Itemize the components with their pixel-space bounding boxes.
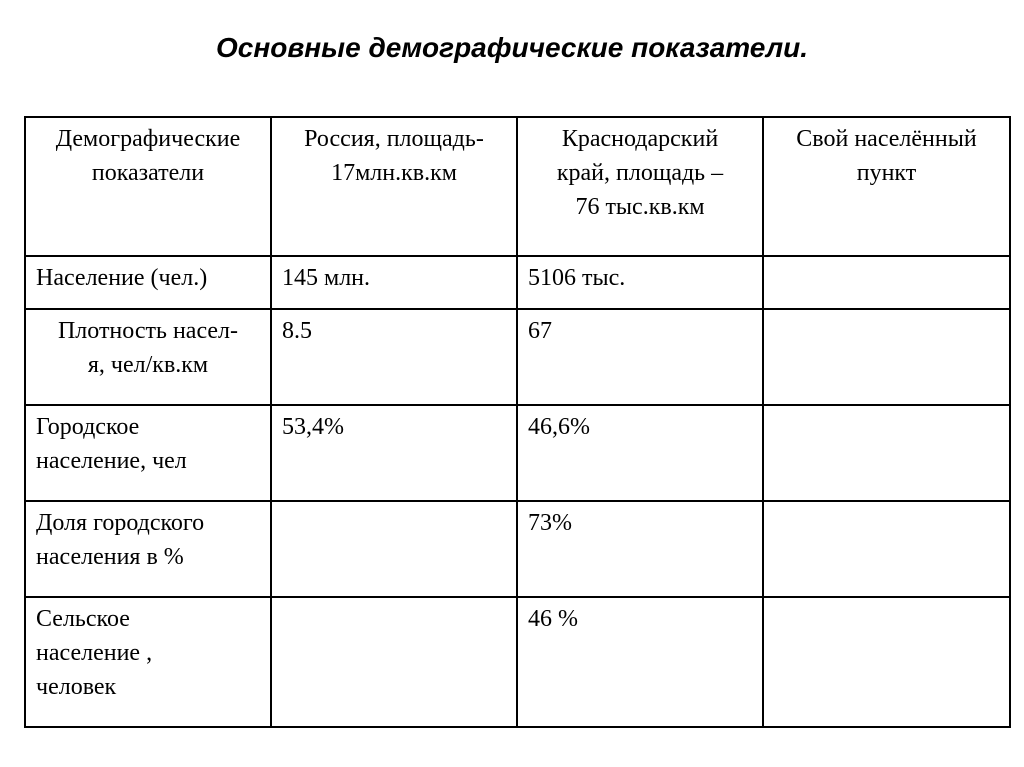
- cell-krasnodar: 5106 тыс.: [517, 256, 763, 309]
- row-label: Доля городского населения в %: [25, 501, 271, 597]
- table-row: [25, 309, 1010, 405]
- cell-own[interactable]: [763, 256, 1010, 309]
- header-own-settlement: Свой населённый пункт: [763, 117, 1010, 256]
- cell-krasnodar: 67: [517, 309, 763, 405]
- cell-russia: 145 млн.: [271, 256, 517, 309]
- table-row: [25, 501, 1010, 597]
- table-row: [25, 405, 1010, 501]
- cell-own[interactable]: [763, 501, 1010, 597]
- cell-russia: [271, 597, 517, 727]
- cell-russia: 53,4%: [271, 405, 517, 501]
- cell-krasnodar: 46,6%: [517, 405, 763, 501]
- cell-own[interactable]: [763, 405, 1010, 501]
- cell-own[interactable]: [763, 309, 1010, 405]
- header-indicators: Демографические показатели: [25, 117, 271, 256]
- page-title: Основные демографические показатели.: [215, 32, 809, 63]
- table-row: [25, 597, 1010, 727]
- cell-russia: [271, 501, 517, 597]
- row-label: Плотность насел- я, чел/кв.км: [25, 309, 271, 405]
- cell-own[interactable]: [763, 597, 1010, 727]
- table-row: [25, 256, 1010, 309]
- cell-krasnodar: 46 %: [517, 597, 763, 727]
- row-label: Городское население, чел: [25, 405, 271, 501]
- row-label: Население (чел.): [25, 256, 271, 309]
- row-label: Сельское население , человек: [25, 597, 271, 727]
- table-header-row: [25, 117, 1010, 256]
- cell-krasnodar: 73%: [517, 501, 763, 597]
- header-krasnodar: Краснодарский край, площадь – 76 тыс.кв.км: [517, 117, 763, 256]
- demographics-table: [24, 116, 1011, 728]
- cell-russia: 8.5: [271, 309, 517, 405]
- header-russia: Россия, площадь- 17млн.кв.км: [271, 117, 517, 256]
